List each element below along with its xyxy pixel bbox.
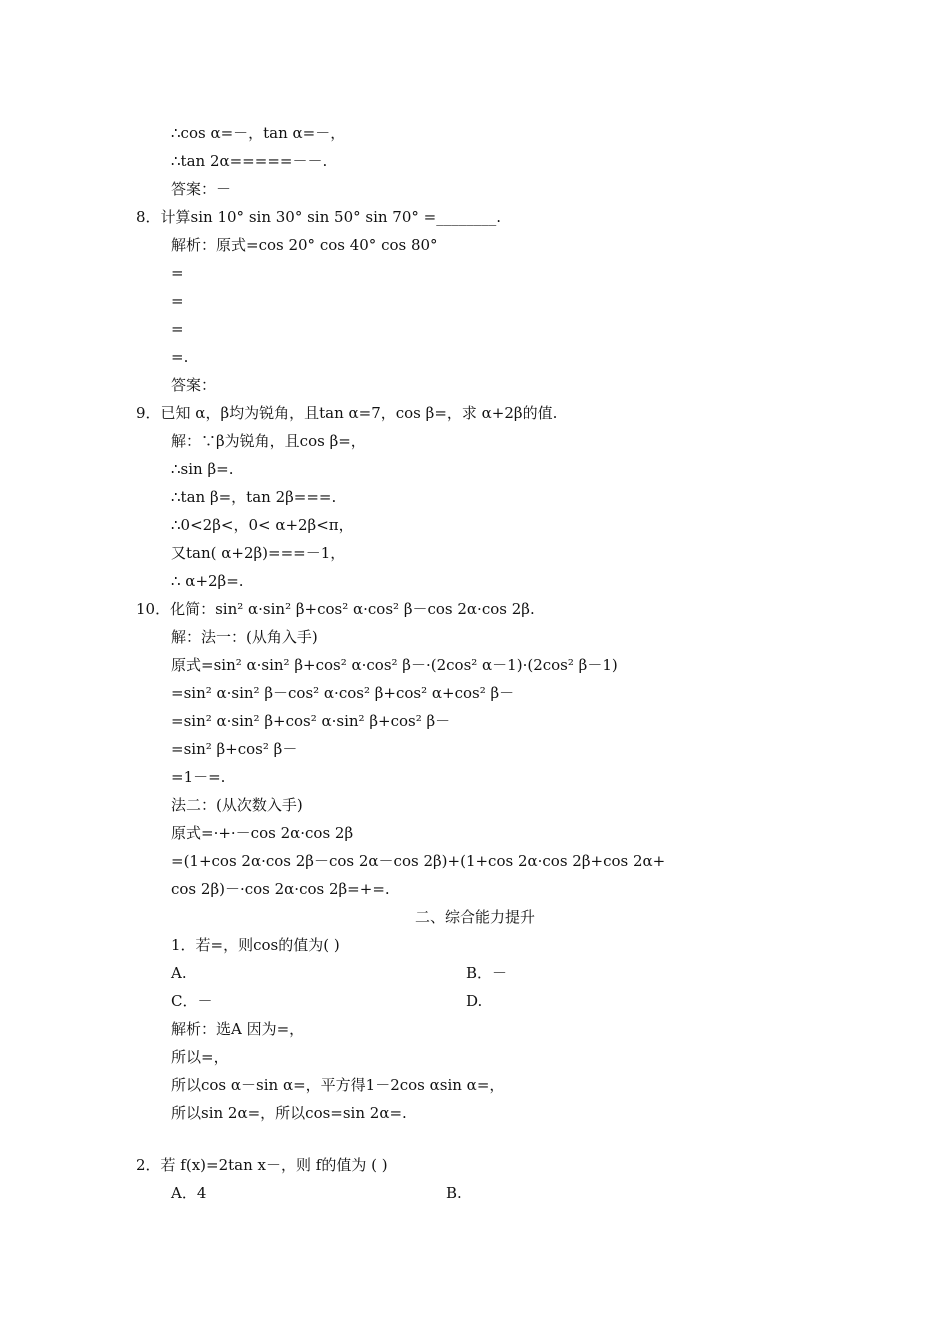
option-c: C．－ (171, 992, 213, 1010)
text-line: 原式=sin² α·sin² β+cos² α·cos² β－·(2cos² α－1)·(2cos² β－1) (171, 656, 618, 674)
text-line: 原式=·+·－cos 2α·cos 2β (171, 824, 354, 842)
text-line: = (171, 264, 184, 282)
text-line: 解：∵β为锐角，且cos β=， (171, 432, 366, 450)
options-row-ab-2 (171, 1183, 871, 1203)
text-line: 又tan( α+2β)===－1， (171, 544, 346, 562)
text-line: 解析：原式=cos 20° cos 40° cos 80° (171, 236, 438, 254)
text-line: 所以=， (171, 1048, 229, 1066)
option-a: A．4 (171, 1184, 207, 1202)
answer-line: 答案：－ (171, 180, 232, 198)
text-line: 法二：(从次数入手) (171, 796, 303, 814)
text-line: 解析：选A 因为=， (171, 1020, 305, 1038)
text-line: =. (171, 348, 189, 366)
option-a: A. (171, 964, 187, 982)
text-line: =sin² α·sin² β+cos² α·sin² β+cos² β－ (171, 712, 451, 730)
text-line: ∴tan 2α=====－－. (171, 152, 328, 170)
text-line: ∴cos α=－，tan α=－， (171, 124, 346, 142)
options-row-ab (171, 963, 871, 983)
text-line: 解：法一：(从角入手) (171, 628, 318, 646)
text-line: ∴0<2β<，0< α+2β<π， (171, 516, 354, 534)
section-heading: 二、综合能力提升 (414, 908, 535, 926)
options-row-cd (171, 991, 871, 1011)
text-line: = (171, 320, 184, 338)
option-b: B．－ (466, 964, 508, 982)
text-line: cos 2β)－·cos 2α·cos 2β=+=. (171, 880, 390, 898)
text-line: 所以cos α－sin α=，平方得1－2cos αsin α=， (171, 1076, 505, 1094)
text-line: =1－=. (171, 768, 226, 786)
text-line: ∴tan β=，tan 2β===. (171, 488, 337, 506)
text-line: = (171, 292, 184, 310)
text-line: ∴sin β=. (171, 460, 234, 478)
answer-line: 答案： (171, 376, 217, 394)
option-d: D. (466, 992, 483, 1010)
text-line: =sin² β+cos² β－ (171, 740, 298, 758)
question-1: 1．若=，则cos的值为( ) (171, 936, 340, 954)
question-2: 2．若 f(x)=2tan x－，则 f的值为 ( ) (136, 1156, 388, 1174)
text-line: 所以sin 2α=，所以cos=sin 2α=. (171, 1104, 407, 1122)
text-line: =(1+cos 2α·cos 2β－cos 2α－cos 2β)+(1+cos 2α·cos 2β+cos 2α+ (171, 852, 666, 870)
question-10: 10．化简：sin² α·sin² β+cos² α·cos² β－cos 2α·cos 2β. (136, 600, 535, 618)
question-8: 8．计算sin 10° sin 30° sin 50° sin 70° =________. (136, 208, 501, 226)
text-line: =sin² α·sin² β－cos² α·cos² β+cos² α+cos² β－ (171, 684, 515, 702)
text-line: ∴ α+2β=. (171, 572, 244, 590)
option-b: B. (446, 1184, 462, 1202)
question-9: 9．已知 α，β均为锐角，且tan α=7，cos β=，求 α+2β的值. (136, 404, 558, 422)
